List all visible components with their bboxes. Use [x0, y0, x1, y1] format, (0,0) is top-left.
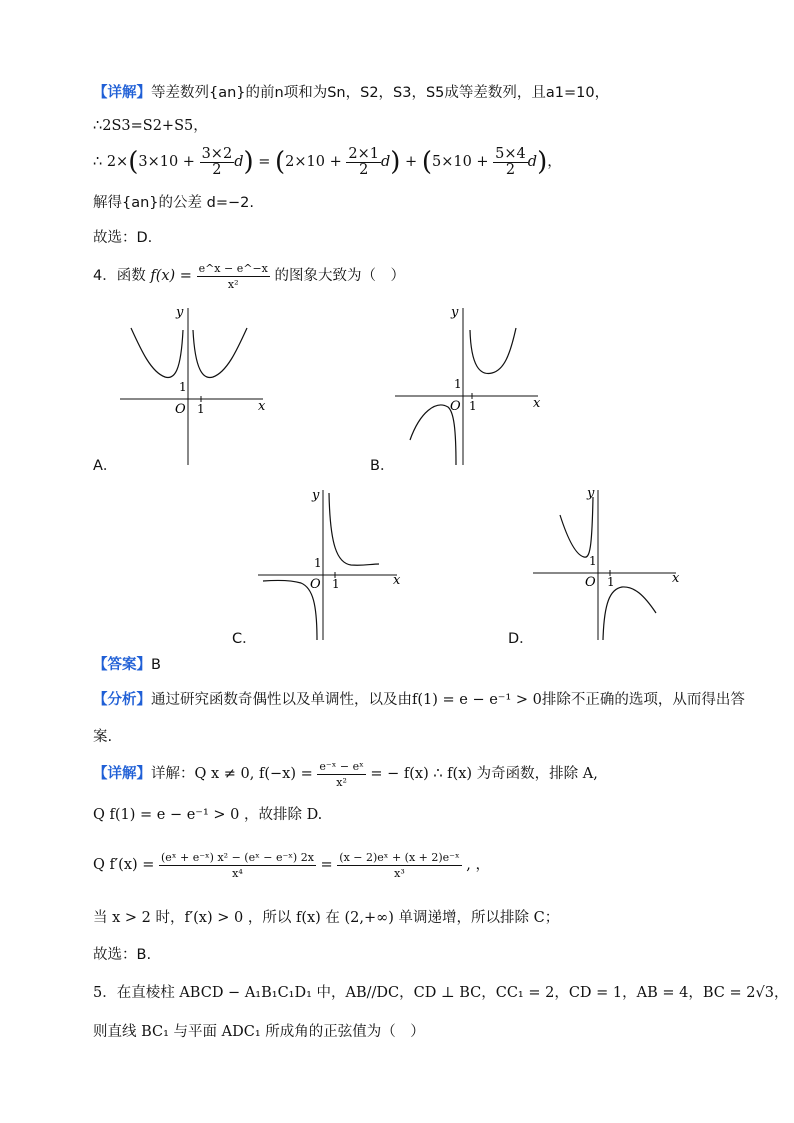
- q5-line-1: 5．在直棱柱 ABCD − A₁B₁C₁D₁ 中，AB//DC，CD ⊥ BC，CC₁ = 2，CD = 1，AB = 4，BC = 2√3，: [93, 985, 789, 1001]
- svg-text:y: y: [312, 488, 320, 503]
- answer-tag: 【答案】: [93, 657, 151, 673]
- detail2-tag: 【详解】: [93, 766, 151, 782]
- svg-text:x: x: [393, 573, 401, 588]
- eq-term-3: 5×10 +: [431, 154, 489, 170]
- option-c-label: C．: [232, 631, 257, 647]
- svg-text:x: x: [258, 399, 266, 414]
- svg-text:O: O: [450, 399, 461, 414]
- svg-text:1: 1: [197, 402, 205, 416]
- q5-line-2: 则直线 BC₁ 与平面 ADC₁ 所成角的正弦值为（ ）: [93, 1024, 425, 1040]
- detail-text: 等差数列{an}的前n项和为Sn，S2，S3，S5成等差数列，且a1=10，: [151, 85, 610, 101]
- svg-text:O: O: [310, 577, 321, 592]
- detail2-line: 【详解】详解：Q x ≠ 0, f(−x) = $\frac{\text{e⁻ˣ − eˣ}}{\text{x²}}$ = − f(x) ∴ f(x) 为奇函数，排除 A,: [93, 759, 598, 789]
- analysis-formula: f(1) = e − e⁻¹ > 0: [412, 692, 542, 708]
- eq-frac-1: $\frac{3\times 2}{2}$: [201, 145, 233, 178]
- f1-line: Q f(1) = e − e⁻¹ > 0 ，故排除 D.: [93, 807, 323, 823]
- svg-text:x: x: [533, 396, 541, 411]
- monotonic-line: 当 x > 2 时，f′(x) > 0 ，所以 f(x) 在 (2,+∞) 单调递增，所以排除 C；: [93, 910, 560, 926]
- answer-text: B: [151, 657, 161, 673]
- eq-term-1: 3×10 +: [138, 154, 195, 170]
- q4-func-lhs: f(x) =: [150, 268, 192, 284]
- graph-c: [255, 485, 415, 645]
- choose-line-1: 故选：D.: [93, 230, 153, 246]
- graph-a-y: y: [176, 305, 184, 320]
- detail-line-1: [93, 83, 609, 103]
- analysis-tag: 【分析】: [93, 692, 151, 708]
- answer-line: [93, 655, 161, 675]
- q4-suffix: 的图象大致为（ ）: [274, 268, 405, 284]
- graph-d: [530, 485, 690, 645]
- q4-stem: [93, 260, 405, 292]
- therefore-line: ∴2S3=S2+S5，: [93, 118, 208, 134]
- svg-text:1: 1: [589, 554, 597, 568]
- eq-prefix: ∴ 2×: [93, 154, 129, 170]
- q4-func-frac: $\frac{e\^{}x - e\^{}-x}{\text{x²}}$: [198, 261, 268, 291]
- choose-line-2: 故选：B.: [93, 947, 152, 963]
- derivative-line: Q f′(x) = $\frac{\text{(eˣ + e⁻ˣ) x² − (eˣ − e⁻ˣ) 2x}}{\text{x⁴}}$ = $\frac{\text{(x − 2)eˣ + (x + 2)e⁻ˣ}}{\text{x³}}$ , ，: [93, 850, 490, 880]
- q4-prefix: 4．函数: [93, 268, 146, 284]
- solve-line: 解得{an}的公差 d=−2.: [93, 195, 254, 211]
- svg-text:O: O: [175, 402, 186, 417]
- svg-text:1: 1: [314, 556, 322, 570]
- option-d-label: D．: [508, 631, 534, 647]
- option-a-label: A．: [93, 458, 118, 474]
- equation-line: ∴ 2×(3×10 + $\frac{3\times 2}{2}$ d) = (2×10 + $\frac{2\times 1}{2}$ d) + (5×10 + $\frac{5\times 4}{2}$ d)，: [93, 145, 562, 178]
- svg-text:1: 1: [469, 399, 477, 413]
- deriv-frac-1: $\frac{\text{(eˣ + e⁻ˣ) x² − (eˣ − e⁻ˣ) 2x}}{\text{x⁴}}$: [161, 850, 314, 880]
- deriv-frac-2: $\frac{\text{(x − 2)eˣ + (x + 2)e⁻ˣ}}{\text{x³}}$: [339, 850, 460, 880]
- option-b-label: B．: [370, 458, 395, 474]
- svg-text:1: 1: [454, 377, 462, 391]
- svg-text:y: y: [451, 305, 459, 320]
- svg-text:y: y: [587, 486, 595, 501]
- eq-frac-3: $\frac{5\times 4}{2}$: [495, 145, 526, 178]
- svg-text:1: 1: [332, 577, 340, 591]
- detail-tag: 【详解】: [93, 85, 151, 101]
- svg-text:O: O: [585, 575, 596, 590]
- detail2-frac: $\frac{\text{e⁻ˣ − eˣ}}{\text{x²}}$: [319, 759, 364, 789]
- eq-term-2: 2×10 +: [285, 154, 342, 170]
- eq-frac-2: $\frac{2\times 1}{2}$: [348, 145, 379, 178]
- svg-text:1: 1: [607, 575, 615, 589]
- analysis-line-2: 案.: [93, 729, 113, 745]
- graph-a: [115, 300, 275, 470]
- svg-text:x: x: [672, 571, 680, 586]
- svg-text:1: 1: [179, 380, 187, 394]
- graph-b: [390, 300, 550, 470]
- analysis-line: 【分析】通过研究函数奇偶性以及单调性，以及由f(1) = e − e⁻¹ > 0排除不正确的选项，从而得出答: [93, 692, 745, 708]
